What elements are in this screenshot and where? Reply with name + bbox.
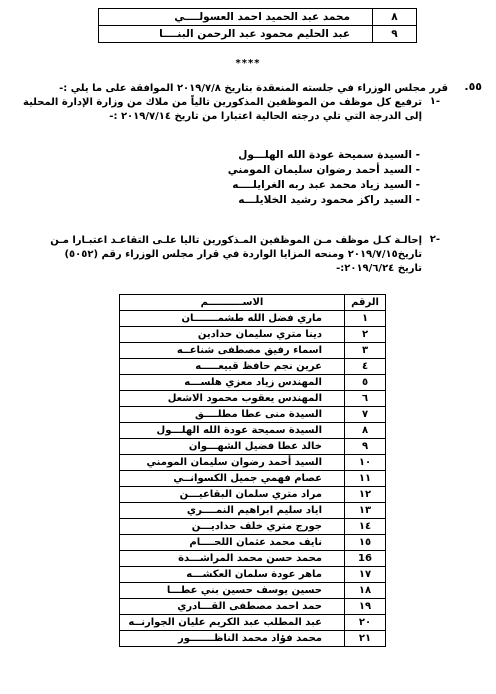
row-number: ٨	[345, 423, 386, 439]
row-number: ١٢	[345, 487, 386, 503]
item2-number: -٢	[429, 234, 440, 245]
row-number: ٨	[373, 9, 417, 26]
item1-text-line1: ترفيع كل موظف من الموظفين المذكورين تالياً من ملاك من وزارة الإدارة المحلية	[23, 97, 422, 108]
employee-name: عرين نجم حافظ قبيعـــــه	[120, 359, 345, 375]
employee-name: عصام فهمي جميل الكسوانــي	[120, 471, 345, 487]
table-row	[120, 535, 386, 551]
row-number: ٥	[345, 375, 386, 391]
table-row	[120, 615, 386, 631]
row-number: 16	[345, 551, 386, 567]
employee-name: محمد فؤاد محمد الناظـــــــور	[120, 631, 345, 647]
table-row	[120, 567, 386, 583]
table-row	[120, 343, 386, 359]
employee-name: ماري فضل الله طشمـــــــان	[120, 311, 345, 327]
employee-name: عبد الحليم محمود عبد الرحمن البنــــا	[99, 26, 373, 43]
row-number: ٧	[345, 407, 386, 423]
row-number: ١٥	[345, 535, 386, 551]
column-header-name: الاســــــــــم	[120, 295, 345, 311]
table-row	[120, 375, 386, 391]
table-row	[120, 551, 386, 567]
list-item: - السيد أحمد رضوان سليمان المومني	[227, 164, 420, 176]
table-row	[120, 487, 386, 503]
promoted-employees-list	[228, 148, 420, 208]
employee-name: حسين يوسف حسين بني عطـــا	[120, 583, 345, 599]
employee-name: حمد احمد مصطفى القـــادري	[120, 599, 345, 615]
employee-name: مراد متري سلمان البقاعيـــن	[120, 487, 345, 503]
table-row	[120, 311, 386, 327]
employee-name: المهندس يعقوب محمود الاشعل	[120, 391, 345, 407]
row-number: ١٣	[345, 503, 386, 519]
row-number: ١٠	[345, 455, 386, 471]
employee-name: نايف محمد عثمان اللحــــام	[120, 535, 345, 551]
employee-name: محمد عبد الحميد احمد العسولــــي	[99, 9, 373, 26]
row-number: ٣	[345, 343, 386, 359]
section-separator: ****	[235, 58, 261, 69]
employee-name: المهندس زياد معزي هلســـه	[120, 375, 345, 391]
employee-name: السيدة سميحة عودة الله الهلـــول	[120, 423, 345, 439]
row-number: ١٩	[345, 599, 386, 615]
row-number: ٢	[345, 327, 386, 343]
employee-name: محمد حسن محمد المراشـــدة	[120, 551, 345, 567]
employee-name: السيدة منى عطا مطلــــق	[120, 407, 345, 423]
row-number: ١	[345, 311, 386, 327]
row-number: ١٨	[345, 583, 386, 599]
row-number: ٢١	[345, 631, 386, 647]
table-row	[99, 26, 417, 43]
table-row	[120, 407, 386, 423]
table-row	[120, 391, 386, 407]
row-number: ٦	[345, 391, 386, 407]
employee-name: اسماء رفيق مصطفى شناعــه	[120, 343, 345, 359]
item2-text-line3: تاريخ ٢٠١٩/٦/٢٤:-	[336, 263, 422, 274]
table-row	[120, 631, 386, 647]
decision-intro: قرر مجلس الوزراء في جلسته المنعقدة بتاريخ ٢٠١٩/٧/٨ الموافقة على ما يلي :-	[59, 83, 448, 94]
list-item: - السيد زياد محمد عبد ربه الغرايلــــه	[232, 179, 420, 191]
table-row	[120, 423, 386, 439]
table-row	[120, 503, 386, 519]
continued-names-table	[98, 8, 417, 43]
table-row	[120, 327, 386, 343]
column-header-number: الرقم	[345, 295, 386, 311]
table-row	[120, 439, 386, 455]
row-number: ١١	[345, 471, 386, 487]
table-row	[120, 599, 386, 615]
retirees-table	[119, 294, 386, 647]
employee-name: دينا متري سليمان حدادين	[120, 327, 345, 343]
table-header-row	[120, 295, 386, 311]
table-row	[120, 519, 386, 535]
item2-text-line2: تاريخ٢٠١٩/٧/١٥ ومنحه المزايا الواردة في قرار مجلس الوزراء رقم (٥٠٥٢)	[64, 249, 422, 260]
employee-name: السيد أحمد رضوان سليمان المومني	[120, 455, 345, 471]
row-number: ٩	[345, 439, 386, 455]
list-item: - السيدة سميحة عودة الله الهلـــول	[238, 149, 420, 161]
item1-text-line2: إلى الدرجة التي تلي درجته الحالية اعتبارا من تاريخ ٢٠١٩/٧/١٤ :-	[109, 111, 422, 122]
row-number: ١٧	[345, 567, 386, 583]
item2-text-line1: إحالـة كـل موظف مـن الموظفين المـذكورين تاليا علـى التقاعـد اعتبـارا مـن	[50, 235, 422, 246]
row-number: ١٤	[345, 519, 386, 535]
table-row	[99, 9, 417, 26]
row-number: ٢٠	[345, 615, 386, 631]
item1-number: -١	[429, 96, 440, 107]
decision-number: ٥٥.	[464, 80, 482, 93]
employee-name: ماهر عودة سلمان العكشـــه	[120, 567, 345, 583]
table-row	[120, 471, 386, 487]
employee-name: اياد سليم ابراهيم النمــــري	[120, 503, 345, 519]
row-number: ٤	[345, 359, 386, 375]
row-number: ٩	[373, 26, 417, 43]
employee-name: جورج متري خلف حداديـــن	[120, 519, 345, 535]
table-row	[120, 359, 386, 375]
list-item: - السيد راكز محمود رشيد الخلايلـــه	[238, 194, 420, 206]
table-row	[120, 583, 386, 599]
employee-name: عبد المطلب عبد الكريم عليان الجوارنــه	[120, 615, 345, 631]
employee-name: خالد عطا فضيل الشهـــوان	[120, 439, 345, 455]
table-row	[120, 455, 386, 471]
